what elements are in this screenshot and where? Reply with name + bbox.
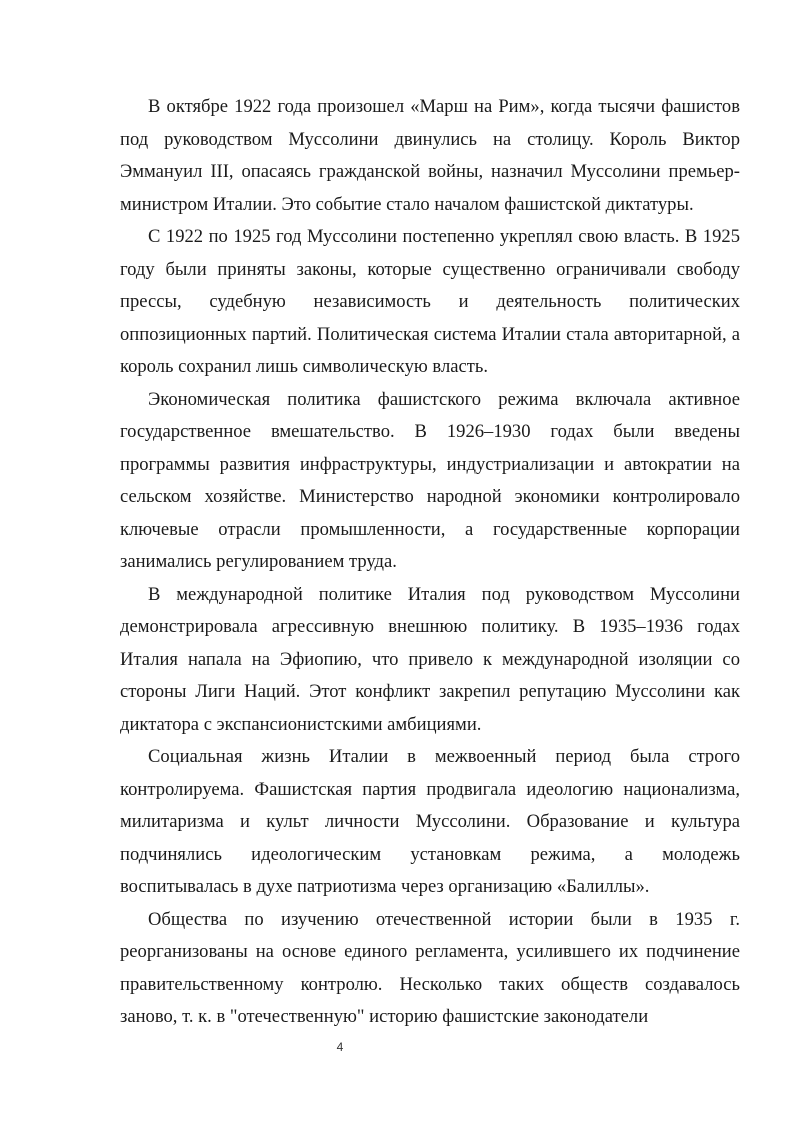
- body-text: [120, 91, 740, 1034]
- paragraph-march-on-rome: В октябре 1922 года произошел «Марш на Рим», когда тысячи фашистов под руководством Муссолини двинулись на столицу. Король Виктор Эммануил III, опасаясь гражданской войны, назначил Муссолини премьер-министром Италии. Это событие стало началом фашистской диктатуры.: [120, 96, 740, 215]
- paragraph-economic-policy: Экономическая политика фашистского режима включала активное государственное вмешательство. В 1926–1930 годах были введены программы развития инфраструктуры, индустриализации и автократии на сельском хозяйстве. Министерство народной экономики контролировало ключевые отрасли промышленности, а государственные корпорации занимались регулированием труда.: [120, 388, 740, 572]
- paragraph-consolidation-of-power: С 1922 по 1925 год Муссолини постепенно укреплял свою власть. В 1925 году были приняты законы, которые существенно ограничивали свободу прессы, судебную независимость и деятельность политических оппозиционных партий. Политическая система Италии стала авторитарной, а король сохранил лишь символическую власть.: [120, 226, 740, 377]
- page-number: 4: [336, 1040, 344, 1054]
- paragraph-foreign-policy: В международной политике Италия под руководством Муссолини демонстрировала агрессивную внешнюю политику. В 1935–1936 годах Италия напала на Эфиопию, что привело к международной изоляции со стороны Лиги Наций. Этот конфликт закрепил репутацию Муссолини как диктатора с экспансионистскими амбициями.: [120, 583, 740, 735]
- paragraph-history-societies: Общества по изучению отечественной истории были в 1935 г. реорганизованы на основе единого регламента, усилившего их подчинение правительственному контролю. Несколько таких обществ создавалось заново, т. к. в "отечественную" историю фашистские законодатели: [120, 908, 740, 1027]
- paragraph-social-life: Социальная жизнь Италии в межвоенный период была строго контролируема. Фашистская партия продвигала идеологию национализма, милитаризма и культ личности Муссолини. Образование и культура подчинялись идеологическим установкам режима, а молодежь воспитывалась в духе патриотизма через организацию «Балиллы».: [120, 746, 740, 897]
